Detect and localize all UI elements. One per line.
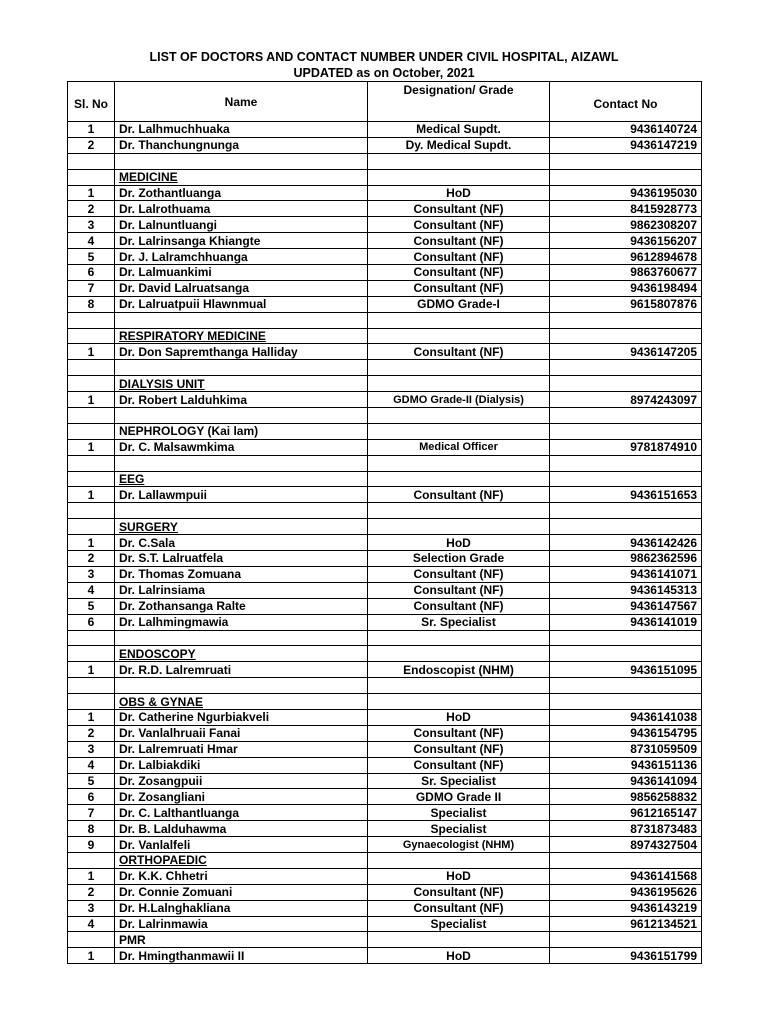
table-row xyxy=(68,757,702,773)
section-row xyxy=(68,328,702,344)
sl-cell: 4 xyxy=(68,916,115,932)
designation-cell xyxy=(368,678,550,694)
sl-cell: 5 xyxy=(68,249,115,265)
name-cell: Dr. Lalrinsiama xyxy=(115,582,368,598)
designation-cell: GDMO Grade II xyxy=(368,789,550,805)
contact-cell: 8974243097 xyxy=(550,392,702,408)
contact-cell: 9436195030 xyxy=(550,185,702,201)
contact-cell: 9436154795 xyxy=(550,725,702,741)
document-subtitle: UPDATED as on October, 2021 xyxy=(293,66,475,80)
table-row xyxy=(68,201,702,217)
header-designation: Designation/ Grade xyxy=(368,82,550,122)
table-row xyxy=(68,598,702,614)
designation-cell: Dy. Medical Supdt. xyxy=(368,137,550,153)
table-header-row xyxy=(68,82,702,122)
designation-cell: Endoscopist (NHM) xyxy=(368,662,550,678)
name-cell xyxy=(115,630,368,646)
sl-cell: 2 xyxy=(68,201,115,217)
sl-cell: 8 xyxy=(68,821,115,837)
name-cell xyxy=(115,678,368,694)
sl-cell: 1 xyxy=(68,709,115,725)
name-cell xyxy=(115,503,368,519)
contact-cell xyxy=(550,423,702,439)
name-cell: Dr. J. Lalramchhuanga xyxy=(115,249,368,265)
contact-cell xyxy=(550,455,702,471)
contact-cell: 9612894678 xyxy=(550,249,702,265)
name-cell: Dr. C.Sala xyxy=(115,535,368,551)
contact-cell xyxy=(550,408,702,424)
name-cell: Dr. David Lalruatsanga xyxy=(115,280,368,296)
blank-row xyxy=(68,678,702,694)
sl-cell: 1 xyxy=(68,439,115,455)
designation-cell: Consultant (NF) xyxy=(368,344,550,360)
name-cell: Dr. Lallawmpuii xyxy=(115,487,368,503)
table-row xyxy=(68,344,702,360)
name-cell: Dr. Zosangpuii xyxy=(115,773,368,789)
name-cell xyxy=(115,153,368,169)
designation-cell: HoD xyxy=(368,185,550,201)
sl-cell: 4 xyxy=(68,233,115,249)
name-cell: Dr. Lalremruati Hmar xyxy=(115,741,368,757)
document-title: LIST OF DOCTORS AND CONTACT NUMBER UNDER CIVIL HOSPITAL, AIZAWL xyxy=(149,50,619,64)
sl-cell xyxy=(68,360,115,376)
sl-cell: 5 xyxy=(68,598,115,614)
name-cell: Dr. R.D. Lalremruati xyxy=(115,662,368,678)
sl-cell xyxy=(68,503,115,519)
designation-cell: Selection Grade xyxy=(368,551,550,567)
sl-cell: 3 xyxy=(68,217,115,233)
designation-cell xyxy=(368,169,550,185)
name-cell: Dr. K.K. Chhetri xyxy=(115,868,368,884)
name-cell: Dr. Lalmuankimi xyxy=(115,265,368,281)
section-heading: SURGERY xyxy=(115,519,368,535)
name-cell: Dr. Hmingthanmawii II xyxy=(115,948,368,964)
designation-cell: Consultant (NF) xyxy=(368,233,550,249)
contact-cell: 9436147219 xyxy=(550,137,702,153)
table-row xyxy=(68,916,702,932)
sl-cell xyxy=(68,455,115,471)
sl-cell xyxy=(68,471,115,487)
contact-cell xyxy=(550,312,702,328)
table-row xyxy=(68,900,702,916)
section-heading: ENDOSCOPY xyxy=(115,646,368,662)
section-row xyxy=(68,423,702,439)
contact-cell xyxy=(550,519,702,535)
section-heading: EEG xyxy=(115,471,368,487)
contact-cell: 9862362596 xyxy=(550,551,702,567)
contact-cell: 9436151799 xyxy=(550,948,702,964)
name-cell: Dr. Lalnuntluangi xyxy=(115,217,368,233)
contact-cell: 9436147205 xyxy=(550,344,702,360)
blank-row xyxy=(68,153,702,169)
contact-cell xyxy=(550,646,702,662)
table-row xyxy=(68,551,702,567)
contact-cell: 9612134521 xyxy=(550,916,702,932)
section-row xyxy=(68,471,702,487)
sl-cell: 1 xyxy=(68,535,115,551)
designation-cell: HoD xyxy=(368,709,550,725)
contact-cell: 9436141071 xyxy=(550,566,702,582)
section-row xyxy=(68,169,702,185)
table-row xyxy=(68,789,702,805)
designation-cell: Gynaecologist (NHM) xyxy=(368,837,550,853)
section-row xyxy=(68,519,702,535)
name-cell xyxy=(115,408,368,424)
sl-cell xyxy=(68,852,115,868)
section-row xyxy=(68,852,702,868)
contact-cell: 9863760677 xyxy=(550,265,702,281)
sl-cell: 2 xyxy=(68,884,115,900)
blank-row xyxy=(68,503,702,519)
table-body xyxy=(68,122,702,964)
table-row xyxy=(68,868,702,884)
contact-cell: 9436151136 xyxy=(550,757,702,773)
contact-cell: 9862308207 xyxy=(550,217,702,233)
name-cell: Dr. Lalrinsanga Khiangte xyxy=(115,233,368,249)
name-cell: Dr. Robert Lalduhkima xyxy=(115,392,368,408)
name-cell: Dr. Lalbiakdiki xyxy=(115,757,368,773)
sl-cell: 1 xyxy=(68,662,115,678)
contact-cell: 9436140724 xyxy=(550,122,702,138)
table-row xyxy=(68,487,702,503)
table-row xyxy=(68,709,702,725)
designation-cell xyxy=(368,471,550,487)
name-cell: Dr. Vanlalfeli xyxy=(115,837,368,853)
name-cell: Dr. S.T. Lalruatfela xyxy=(115,551,368,567)
designation-cell xyxy=(368,423,550,439)
sl-cell: 4 xyxy=(68,582,115,598)
designation-cell: HoD xyxy=(368,868,550,884)
designation-cell: Specialist xyxy=(368,916,550,932)
sl-cell: 2 xyxy=(68,551,115,567)
designation-cell: Consultant (NF) xyxy=(368,201,550,217)
designation-cell xyxy=(368,360,550,376)
sl-cell: 1 xyxy=(68,487,115,503)
sl-cell xyxy=(68,408,115,424)
designation-cell: Consultant (NF) xyxy=(368,566,550,582)
table-row xyxy=(68,614,702,630)
table-row xyxy=(68,884,702,900)
name-cell: Dr. Lalhmuchhuaka xyxy=(115,122,368,138)
table-row xyxy=(68,725,702,741)
contact-cell: 9436141019 xyxy=(550,614,702,630)
sl-cell: 1 xyxy=(68,122,115,138)
contact-cell: 9781874910 xyxy=(550,439,702,455)
designation-cell: Consultant (NF) xyxy=(368,249,550,265)
table-row xyxy=(68,439,702,455)
contact-cell xyxy=(550,153,702,169)
section-heading: PMR xyxy=(115,932,368,948)
designation-cell: Consultant (NF) xyxy=(368,487,550,503)
blank-row xyxy=(68,630,702,646)
sl-cell: 9 xyxy=(68,837,115,853)
contact-cell xyxy=(550,360,702,376)
table-row xyxy=(68,233,702,249)
contact-cell xyxy=(550,678,702,694)
contact-cell xyxy=(550,471,702,487)
table-row xyxy=(68,535,702,551)
designation-cell: Consultant (NF) xyxy=(368,265,550,281)
section-heading: MEDICINE xyxy=(115,169,368,185)
name-cell: Dr. Lalruatpuii Hlawnmual xyxy=(115,296,368,312)
designation-cell xyxy=(368,503,550,519)
sl-cell: 4 xyxy=(68,757,115,773)
sl-cell xyxy=(68,646,115,662)
table-row xyxy=(68,280,702,296)
contact-cell: 9436141038 xyxy=(550,709,702,725)
name-cell: Dr. Thanchungnunga xyxy=(115,137,368,153)
section-row xyxy=(68,932,702,948)
designation-cell xyxy=(368,408,550,424)
designation-cell xyxy=(368,852,550,868)
contact-cell: 8731059509 xyxy=(550,741,702,757)
header-sl-no: Sl. No xyxy=(68,82,115,122)
name-cell: Dr. Zothansanga Ralte xyxy=(115,598,368,614)
contact-cell: 9436145313 xyxy=(550,582,702,598)
sl-cell: 8 xyxy=(68,296,115,312)
contact-cell: 8415928773 xyxy=(550,201,702,217)
designation-cell xyxy=(368,694,550,710)
table-row xyxy=(68,582,702,598)
section-heading: OBS & GYNAE xyxy=(115,694,368,710)
sl-cell: 1 xyxy=(68,344,115,360)
sl-cell xyxy=(68,678,115,694)
designation-cell: Consultant (NF) xyxy=(368,217,550,233)
sl-cell: 7 xyxy=(68,280,115,296)
table-row xyxy=(68,392,702,408)
sl-cell xyxy=(68,312,115,328)
blank-row xyxy=(68,360,702,376)
designation-cell: Consultant (NF) xyxy=(368,900,550,916)
sl-cell: 3 xyxy=(68,741,115,757)
contact-cell xyxy=(550,932,702,948)
contact-cell: 9436142426 xyxy=(550,535,702,551)
sl-cell xyxy=(68,932,115,948)
name-cell xyxy=(115,312,368,328)
contact-cell: 9436151653 xyxy=(550,487,702,503)
designation-cell xyxy=(368,646,550,662)
sl-cell xyxy=(68,630,115,646)
table-row xyxy=(68,741,702,757)
designation-cell: HoD xyxy=(368,948,550,964)
designation-cell: Consultant (NF) xyxy=(368,725,550,741)
designation-cell xyxy=(368,153,550,169)
contact-cell: 9436143219 xyxy=(550,900,702,916)
name-cell: Dr. Catherine Ngurbiakveli xyxy=(115,709,368,725)
contact-cell xyxy=(550,169,702,185)
table-row xyxy=(68,805,702,821)
name-cell: Dr. Lalrothuama xyxy=(115,201,368,217)
sl-cell: 3 xyxy=(68,900,115,916)
designation-cell: Consultant (NF) xyxy=(368,741,550,757)
name-cell: Dr. B. Lalduhawma xyxy=(115,821,368,837)
table-row xyxy=(68,217,702,233)
designation-cell xyxy=(368,328,550,344)
sl-cell: 1 xyxy=(68,948,115,964)
contact-cell: 9436141568 xyxy=(550,868,702,884)
sl-cell: 2 xyxy=(68,137,115,153)
designation-cell: Consultant (NF) xyxy=(368,757,550,773)
designation-cell: Medical Supdt. xyxy=(368,122,550,138)
name-cell: Dr. Zothantluanga xyxy=(115,185,368,201)
sl-cell xyxy=(68,153,115,169)
contact-cell: 9436151095 xyxy=(550,662,702,678)
table-row xyxy=(68,837,702,853)
name-cell xyxy=(115,360,368,376)
designation-cell: GDMO Grade-I xyxy=(368,296,550,312)
contact-cell xyxy=(550,376,702,392)
designation-cell xyxy=(368,376,550,392)
sl-cell: 6 xyxy=(68,614,115,630)
sl-cell: 6 xyxy=(68,789,115,805)
contact-cell xyxy=(550,852,702,868)
section-heading: RESPIRATORY MEDICINE xyxy=(115,328,368,344)
sl-cell xyxy=(68,519,115,535)
designation-cell xyxy=(368,455,550,471)
table-row xyxy=(68,662,702,678)
section-row xyxy=(68,646,702,662)
sl-cell: 2 xyxy=(68,725,115,741)
sl-cell xyxy=(68,328,115,344)
name-cell: Dr. Don Sapremthanga Halliday xyxy=(115,344,368,360)
contact-cell: 9856258832 xyxy=(550,789,702,805)
name-cell: Dr. Thomas Zomuana xyxy=(115,566,368,582)
designation-cell: GDMO Grade-II (Dialysis) xyxy=(368,392,550,408)
sl-cell: 1 xyxy=(68,868,115,884)
sl-cell: 1 xyxy=(68,185,115,201)
contact-cell: 9436195626 xyxy=(550,884,702,900)
doctors-table xyxy=(67,81,702,964)
contact-cell: 8974327504 xyxy=(550,837,702,853)
designation-cell: HoD xyxy=(368,535,550,551)
contact-cell xyxy=(550,694,702,710)
designation-cell: Sr. Specialist xyxy=(368,614,550,630)
section-heading: NEPHROLOGY (Kai lam) xyxy=(115,423,368,439)
sl-cell: 3 xyxy=(68,566,115,582)
blank-row xyxy=(68,455,702,471)
name-cell: Dr. H.Lalnghakliana xyxy=(115,900,368,916)
sl-cell xyxy=(68,694,115,710)
table-row xyxy=(68,265,702,281)
table-row xyxy=(68,137,702,153)
contact-cell: 9612165147 xyxy=(550,805,702,821)
table-row xyxy=(68,122,702,138)
designation-cell: Consultant (NF) xyxy=(368,280,550,296)
name-cell xyxy=(115,455,368,471)
blank-row xyxy=(68,408,702,424)
header-contact: Contact No xyxy=(550,82,702,122)
designation-cell xyxy=(368,932,550,948)
designation-cell: Medical Officer xyxy=(368,439,550,455)
contact-cell: 9436156207 xyxy=(550,233,702,249)
header-name: Name xyxy=(115,82,368,122)
table-row xyxy=(68,296,702,312)
table-row xyxy=(68,773,702,789)
designation-cell: Consultant (NF) xyxy=(368,598,550,614)
sl-cell: 6 xyxy=(68,265,115,281)
blank-row xyxy=(68,312,702,328)
table-row xyxy=(68,185,702,201)
table-row xyxy=(68,821,702,837)
contact-cell: 9615807876 xyxy=(550,296,702,312)
name-cell: Dr. C. Malsawmkima xyxy=(115,439,368,455)
contact-cell: 9436198494 xyxy=(550,280,702,296)
section-row xyxy=(68,376,702,392)
table-row xyxy=(68,566,702,582)
sl-cell: 1 xyxy=(68,392,115,408)
contact-cell xyxy=(550,328,702,344)
designation-cell: Consultant (NF) xyxy=(368,884,550,900)
name-cell: Dr. Connie Zomuani xyxy=(115,884,368,900)
name-cell: Dr. C. Lalthantluanga xyxy=(115,805,368,821)
name-cell: Dr. Zosangliani xyxy=(115,789,368,805)
contact-cell: 8731873483 xyxy=(550,821,702,837)
designation-cell xyxy=(368,312,550,328)
name-cell: Dr. Lalrinmawia xyxy=(115,916,368,932)
sl-cell: 7 xyxy=(68,805,115,821)
sl-cell xyxy=(68,376,115,392)
section-heading: DIALYSIS UNIT xyxy=(115,376,368,392)
designation-cell xyxy=(368,630,550,646)
designation-cell: Sr. Specialist xyxy=(368,773,550,789)
table-row xyxy=(68,249,702,265)
table-row xyxy=(68,948,702,964)
designation-cell: Consultant (NF) xyxy=(368,582,550,598)
sl-cell xyxy=(68,169,115,185)
section-row xyxy=(68,694,702,710)
contact-cell: 9436141094 xyxy=(550,773,702,789)
name-cell: Dr. Lalhmingmawia xyxy=(115,614,368,630)
designation-cell: Specialist xyxy=(368,805,550,821)
sl-cell: 5 xyxy=(68,773,115,789)
sl-cell xyxy=(68,423,115,439)
contact-cell xyxy=(550,503,702,519)
designation-cell xyxy=(368,519,550,535)
contact-cell xyxy=(550,630,702,646)
contact-cell: 9436147567 xyxy=(550,598,702,614)
designation-cell: Specialist xyxy=(368,821,550,837)
section-heading: ORTHOPAEDIC xyxy=(115,852,368,868)
name-cell: Dr. Vanlalhruaii Fanai xyxy=(115,725,368,741)
